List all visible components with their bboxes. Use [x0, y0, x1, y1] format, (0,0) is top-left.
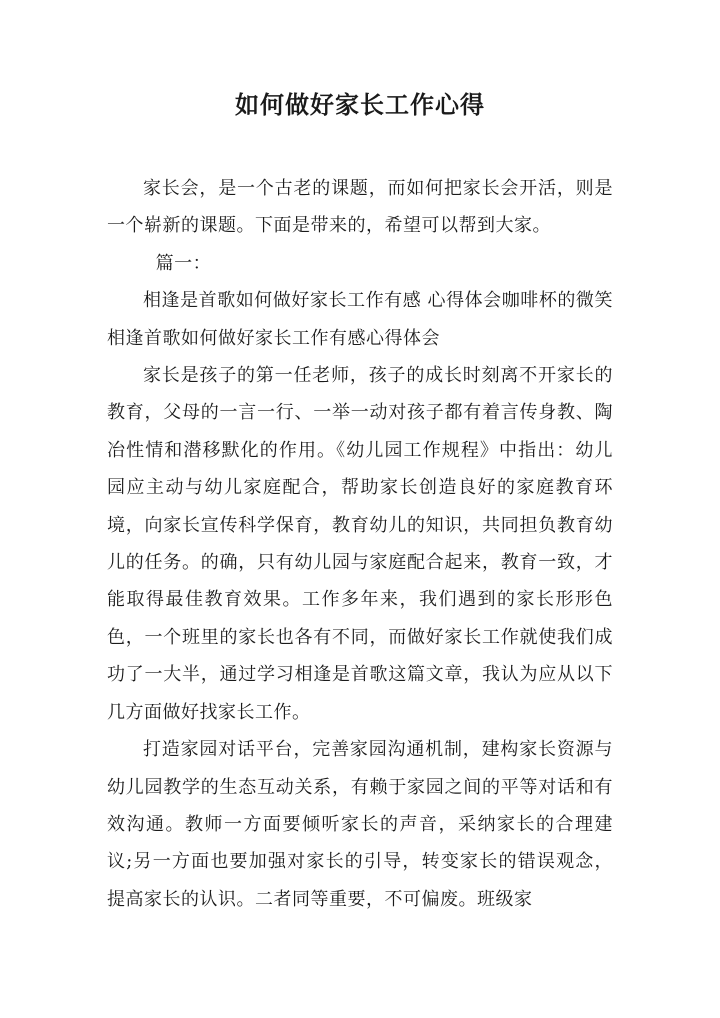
paragraph-body-1: 家长是孩子的第一任老师，孩子的成长时刻离不开家长的教育，父母的一言一行、一举一动对孩子都有着言传身教、陶冶性情和潜移默化的作用。《幼儿园工作规程》中指出：幼儿园应主动与幼儿家庭配合，帮助家长创造良好的家庭教育环境，向家长宣传科学保育，教育幼儿的知识，共同担负教育幼儿的任务。的确，只有幼儿园与家庭配合起来，教育一致，才能取得最佳教育效果。工作多年来，我们遇到的家长形形色色，一个班里的家长也各有不同，而做好家长工作就使我们成功了一大半，通过学习相逢是首歌这篇文章，我认为应从以下几方面做好找家长工作。	[107, 365, 613, 723]
document-body	[107, 170, 613, 918]
document-title: 如何做好家长工作心得	[235, 91, 485, 119]
section-heading: 篇一：	[155, 252, 212, 274]
paragraph-subtitle: 相逢是首歌如何做好家长工作有感 心得体会咖啡杯的微笑相逢首歌如何做好家长工作有感心得体会	[107, 290, 613, 349]
paragraph-body-2: 打造家园对话平台，完善家园沟通机制，建构家长资源与幼儿园教学的生态互动关系，有赖于家园之间的平等对话和有效沟通。教师一方面要倾听家长的声音，采纳家长的合理建议;另一方面也要加强对家长的引导，转变家长的错误观念， 提高家长的认识。二者同等重要，不可偏废。班级家	[107, 739, 613, 910]
paragraph-intro: 家长会，是一个古老的课题，而如何把家长会开活，则是一个崭新的课题。下面是带来的，希望可以帮到大家。	[107, 178, 613, 237]
